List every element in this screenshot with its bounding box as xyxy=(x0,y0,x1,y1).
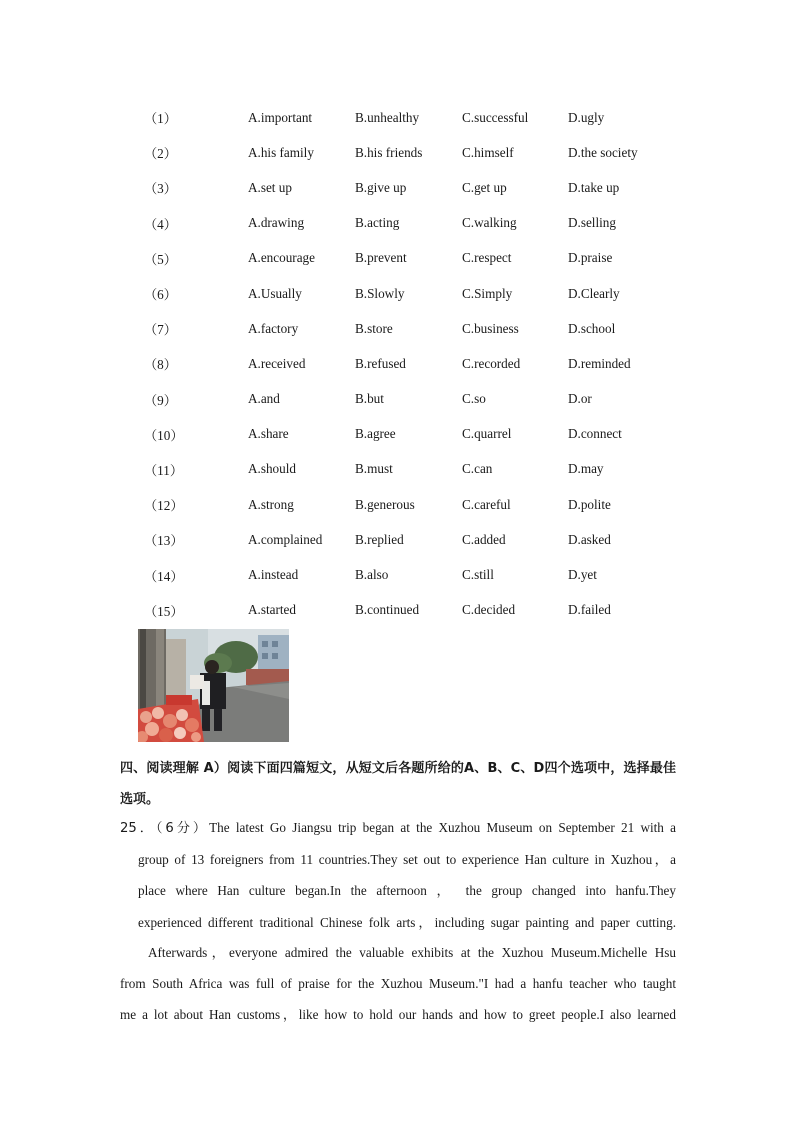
option-b: B.unhealthy xyxy=(355,109,420,125)
option-c: C.business xyxy=(462,320,519,336)
option-c: C.added xyxy=(462,531,506,547)
question-25-line-2: group of 13 foreigners from 11 countries.They set out to experience Han culture in Xuzhou，a xyxy=(138,852,676,868)
option-c: C.successful xyxy=(462,109,529,125)
option-number: （7） xyxy=(144,322,177,338)
option-b: B.must xyxy=(355,461,393,477)
option-row xyxy=(140,382,700,417)
option-a: A.important xyxy=(248,109,313,125)
option-d: D.asked xyxy=(568,531,611,547)
option-d: D.or xyxy=(568,391,592,407)
option-c: C.still xyxy=(462,567,494,583)
option-c: C.get up xyxy=(462,179,507,195)
option-d: D.Clearly xyxy=(568,285,620,301)
option-b: B.prevent xyxy=(355,250,407,266)
option-b: B.Slowly xyxy=(355,285,405,301)
option-d: D.yet xyxy=(568,567,597,583)
option-d: D.connect xyxy=(568,426,622,442)
option-d: D.reminded xyxy=(568,355,631,371)
option-number: （5） xyxy=(144,251,177,267)
option-a: A.strong xyxy=(248,496,294,512)
option-b: B.generous xyxy=(355,496,415,512)
option-a: A.complained xyxy=(248,531,323,547)
option-a: A.and xyxy=(248,391,280,407)
option-row xyxy=(140,522,700,557)
option-a: A.factory xyxy=(248,320,299,336)
option-b: B.store xyxy=(355,320,393,336)
option-row xyxy=(140,206,700,241)
question-25-text-1: The latest Go Jiangsu trip began at the Xuzhou Museum on September 21 with a xyxy=(209,820,677,835)
option-b: B.his friends xyxy=(355,144,423,160)
option-b: B.agree xyxy=(355,426,396,442)
option-number: （9） xyxy=(144,392,177,408)
option-row xyxy=(140,100,700,135)
option-c: C.careful xyxy=(462,496,511,512)
option-number: （15） xyxy=(144,603,184,619)
option-row xyxy=(140,241,700,276)
option-b: B.but xyxy=(355,391,384,407)
option-row xyxy=(140,452,700,487)
option-number: （10） xyxy=(144,427,184,443)
option-d: D.praise xyxy=(568,250,613,266)
option-d: D.school xyxy=(568,320,616,336)
passage-line-3: me a lot about Han customs，like how to hold our hands and how to greet people.I also learned xyxy=(120,1007,676,1023)
option-row xyxy=(140,417,700,452)
option-row xyxy=(140,311,700,346)
option-b: B.acting xyxy=(355,215,400,231)
option-d: D.the society xyxy=(568,144,638,160)
passage-line-2: from South Africa was full of praise for the Xuzhou Museum."I had a hanfu teacher who taught xyxy=(120,976,676,992)
option-d: D.polite xyxy=(568,496,611,512)
option-c: C.walking xyxy=(462,215,517,231)
option-d: D.take up xyxy=(568,179,620,195)
option-row xyxy=(140,346,700,381)
option-number: （12） xyxy=(144,498,184,514)
option-c: C.Simply xyxy=(462,285,513,301)
option-a: A.his family xyxy=(248,144,314,160)
option-number: （11） xyxy=(144,462,184,478)
question-25-line-3: place where Han culture began.In the afternoon ， the group changed into hanfu.They xyxy=(138,883,676,899)
option-row xyxy=(140,487,700,522)
option-c: C.decided xyxy=(462,602,516,618)
street-vendor-photo xyxy=(138,629,289,742)
option-b: B.give up xyxy=(355,179,407,195)
option-a: A.share xyxy=(248,426,289,442)
option-a: A.encourage xyxy=(248,250,315,266)
option-row xyxy=(140,135,700,170)
option-b: B.refused xyxy=(355,355,406,371)
option-number: （3） xyxy=(144,181,177,197)
options-table xyxy=(140,100,700,628)
option-c: C.so xyxy=(462,391,486,407)
option-c: C.recorded xyxy=(462,355,521,371)
option-d: D.selling xyxy=(568,215,616,231)
option-number: （4） xyxy=(144,216,177,232)
option-a: A.received xyxy=(248,355,306,371)
option-c: C.respect xyxy=(462,250,512,266)
option-d: D.ugly xyxy=(568,109,605,125)
option-c: C.quarrel xyxy=(462,426,512,442)
option-number: （8） xyxy=(144,357,177,373)
option-c: C.himself xyxy=(462,144,514,160)
option-row xyxy=(140,276,700,311)
option-a: A.instead xyxy=(248,567,299,583)
option-d: D.may xyxy=(568,461,604,477)
question-25-paragraph xyxy=(120,812,676,938)
option-c: C.can xyxy=(462,461,493,477)
option-a: A.Usually xyxy=(248,285,302,301)
option-row xyxy=(140,593,700,628)
option-a: A.should xyxy=(248,461,296,477)
option-a: A.set up xyxy=(248,179,292,195)
question-25-line-4: experienced different traditional Chinese folk arts，including sugar painting and paper cutting. xyxy=(138,914,676,930)
question-25-line-1 xyxy=(120,812,676,844)
option-d: D.failed xyxy=(568,602,611,618)
option-b: B.continued xyxy=(355,602,420,618)
option-number: （14） xyxy=(144,568,184,584)
option-a: A.started xyxy=(248,602,296,618)
option-b: B.also xyxy=(355,567,389,583)
option-row xyxy=(140,557,700,592)
option-number: （13） xyxy=(144,533,184,549)
option-b: B.replied xyxy=(355,531,404,547)
option-number: （6） xyxy=(144,287,177,303)
passage-paragraph-2 xyxy=(120,937,676,1031)
option-a: A.drawing xyxy=(248,215,305,231)
option-number: （2） xyxy=(144,146,177,162)
question-number: 25．（6分） xyxy=(120,821,210,836)
option-number: （1） xyxy=(144,111,177,127)
section-heading: 四、阅读理解 A）阅读下面四篇短文，从短文后各题所给的A、B、C、D四个选项中，选择最佳选项。 xyxy=(120,761,676,807)
passage-line-1: Afterwards，everyone admired the valuable exhibits at the Xuzhou Museum.Michelle Hsu xyxy=(148,945,676,960)
option-row xyxy=(140,170,700,205)
photo-illustration xyxy=(138,629,289,742)
